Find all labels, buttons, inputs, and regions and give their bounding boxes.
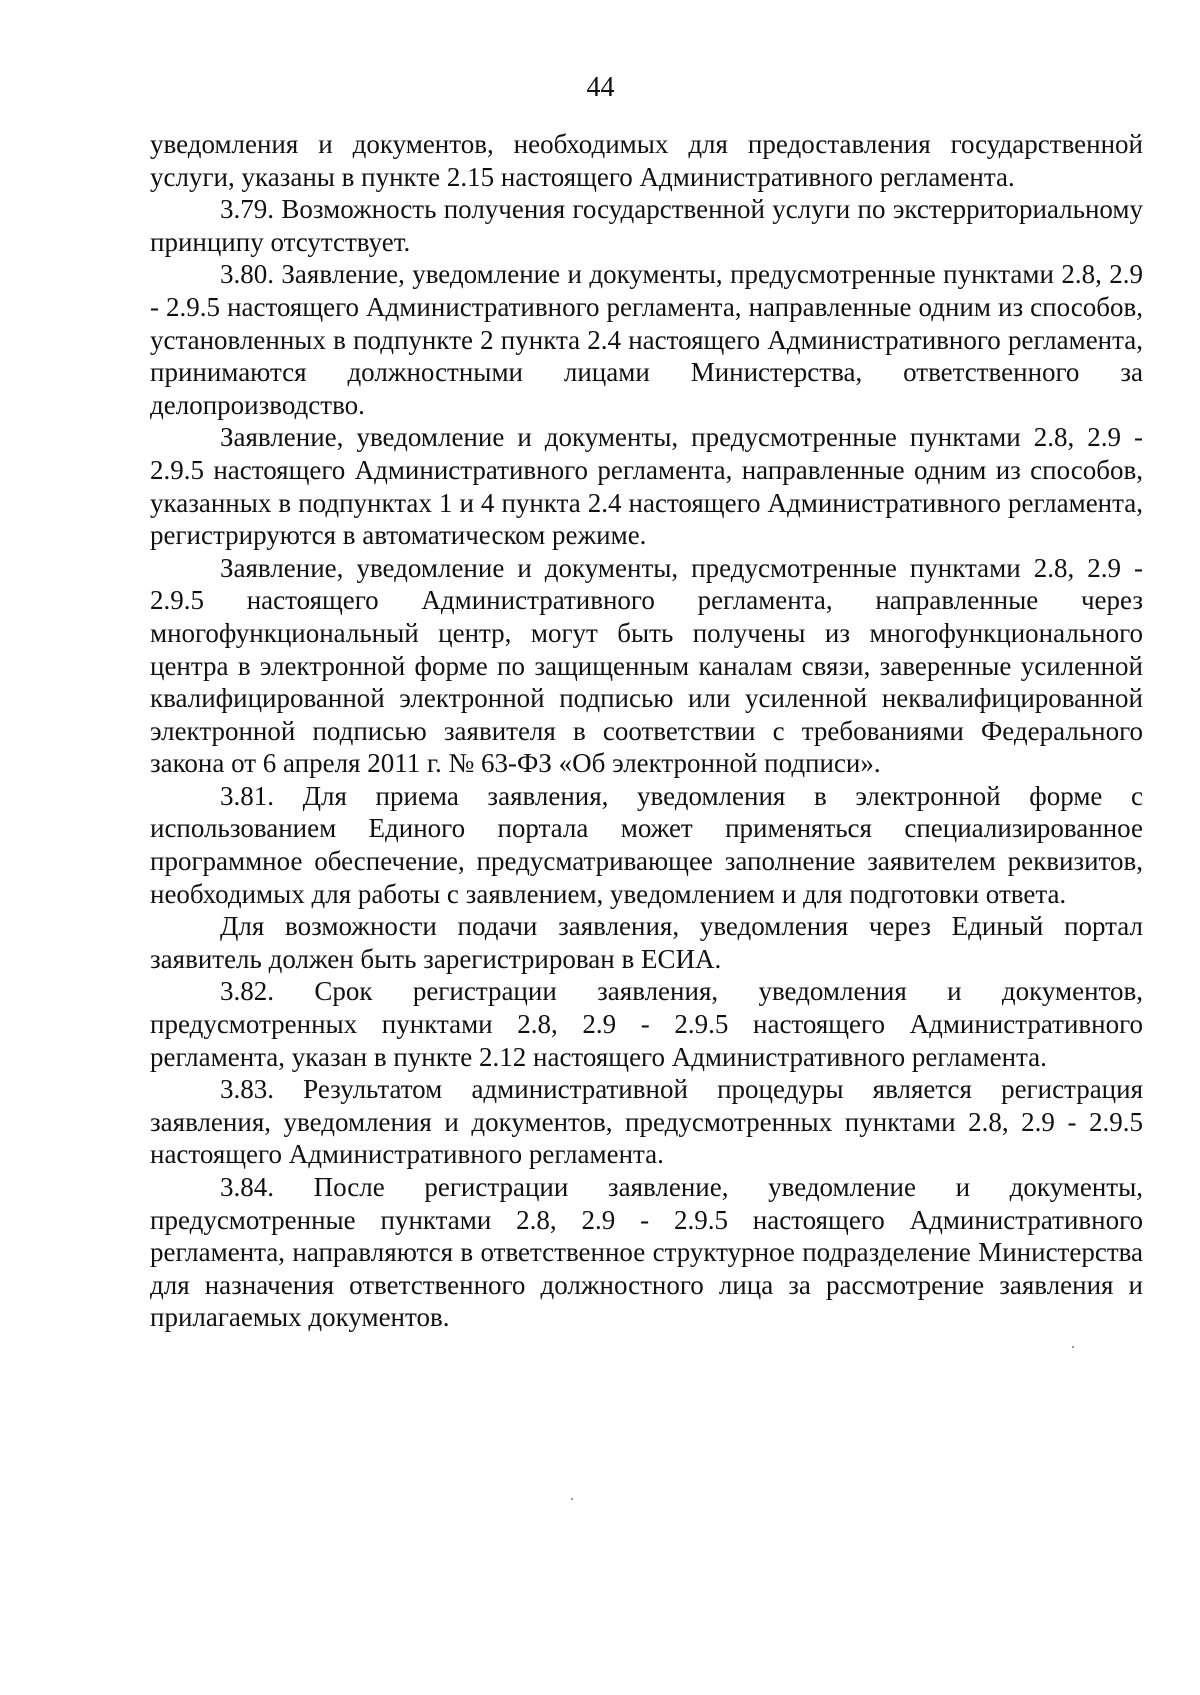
paragraph-3-81-esia: Для возможности подачи заявления, уведомления через Единый портал заявитель должен быть зарегистрирован в ЕСИА.: [150, 911, 1143, 974]
scan-speck: [571, 1498, 573, 1500]
scan-speck: [1072, 1346, 1074, 1348]
page-number: 44: [586, 72, 615, 103]
paragraph-3-81: 3.81. Для приема заявления, уведомления в электронной форме с использованием Единого портала может применяться специализированное программное обеспечение, предусматривающее заполнение заявителем реквизитов, необходимых для работы с заявлением, уведомлением и для подготовки ответа.: [150, 780, 1143, 909]
paragraph-3-80-mfc: Заявление, уведомление и документы, предусмотренные пунктами 2.8, 2.9 - 2.9.5 настоящего Административного регламента, направленные через многофункциональный центр, могут быть получены из многофункционального центра в электронной форме по защищенным каналам связи, заверенные усиленной квалифицированной электронной подписью или усиленной неквалифицированной электронной подписью заявителя в соответствии с требованиями Федерального закона от 6 апреля 2011 г. № 63-ФЗ «Об электронной подписи».: [150, 552, 1143, 779]
paragraph-3-82: 3.82. Срок регистрации заявления, уведомления и документов, предусмотренных пунктами 2.8, 2.9 - 2.9.5 настоящего Административного регламента, указан в пункте 2.12 настоящего Административного регламента.: [150, 976, 1143, 1072]
paragraph-3-80: 3.80. Заявление, уведомление и документы, предусмотренные пунктами 2.8, 2.9 - 2.9.5 настоящего Административного регламента, направленные одним из способов, установленных в подпункте 2 пункта 2.4 настоящего Административного регламента, принимаются должностными лицами Министерства, ответственного за делопроизводство.: [150, 259, 1143, 420]
paragraph-continuation: уведомления и документов, необходимых для предоставления государственной услуги, указаны в пункте 2.15 настоящего Административного регламента.: [150, 129, 1143, 192]
paragraph-3-83: 3.83. Результатом административной процедуры является регистрация заявления, уведомления и документов, предусмотренных пунктами 2.8, 2.9 - 2.9.5 настоящего Административного регламента.: [150, 1074, 1143, 1170]
paragraph-3-84: 3.84. После регистрации заявление, уведомление и документы, предусмотренные пунктами 2.8, 2.9 - 2.9.5 настоящего Административного регламента, направляются в ответственное структурное подразделение Министерства для назначения ответственного должностного лица за рассмотрение заявления и прилагаемых документов.: [150, 1172, 1143, 1333]
paragraph-3-80-automatic-registration: Заявление, уведомление и документы, предусмотренные пунктами 2.8, 2.9 - 2.9.5 настоящего Административного регламента, направленные одним из способов, указанных в подпунктах 1 и 4 пункта 2.4 настоящего Административного регламента, регистрируются в автоматическом режиме.: [150, 422, 1143, 551]
document-body: [150, 128, 1143, 1334]
paragraph-3-79: 3.79. Возможность получения государственной услуги по экстерриториальному принципу отсутствует.: [150, 194, 1143, 257]
